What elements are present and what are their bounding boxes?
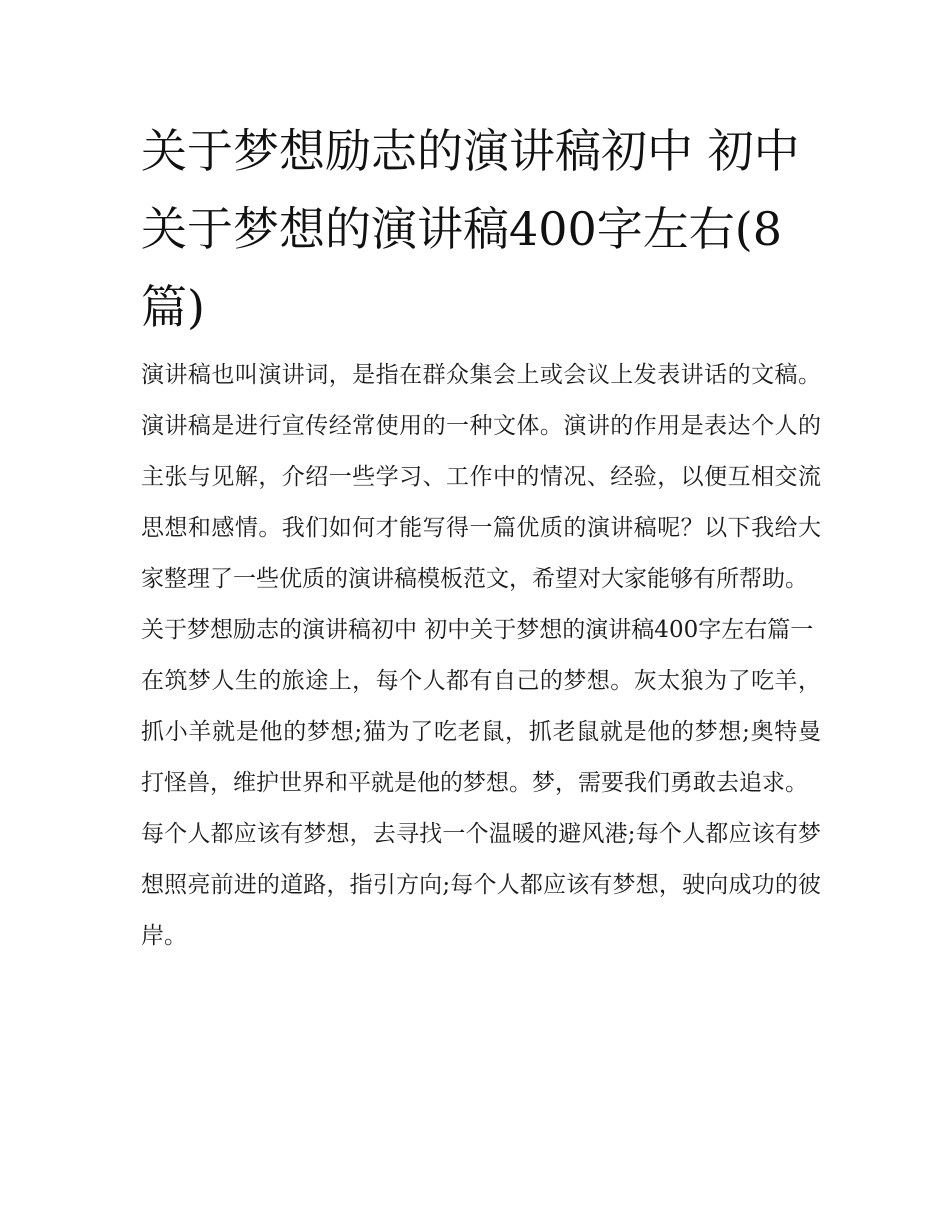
intro-paragraph: 演讲稿也叫演讲词，是指在群众集会上或会议上发表讲话的文稿。演讲稿是进行宣传经常使用的一种文体。演讲的作用是表达个人的主张与见解，介绍一些学习、工作中的情况、经验，以便互相交流思想和感情。我们如何才能写得一篇优质的演讲稿呢？以下我给大家整理了一些优质的演讲稿模板范文，希望对大家能够有所帮助。 [141,362,821,592]
section-heading: 关于梦想励志的演讲稿初中 初中关于梦想的演讲稿400字左右篇一 [141,617,814,643]
body-paragraph: 在筑梦人生的旅途上，每个人都有自己的梦想。灰太狼为了吃羊，抓小羊就是他的梦想;猫为了吃老鼠，抓老鼠就是他的梦想;奥特曼打怪兽，维护世界和平就是他的梦想。梦，需要我们勇敢去追求。 [141,668,821,796]
document-body [141,112,821,962]
document-title: 关于梦想励志的演讲稿初中 初中关于梦想的演讲稿400字左右(8篇) [141,124,800,334]
body-paragraph: 每个人都应该有梦想，去寻找一个温暖的避风港;每个人都应该有梦想照亮前进的道路，指引方向;每个人都应该有梦想，驶向成功的彼岸。 [141,821,821,949]
